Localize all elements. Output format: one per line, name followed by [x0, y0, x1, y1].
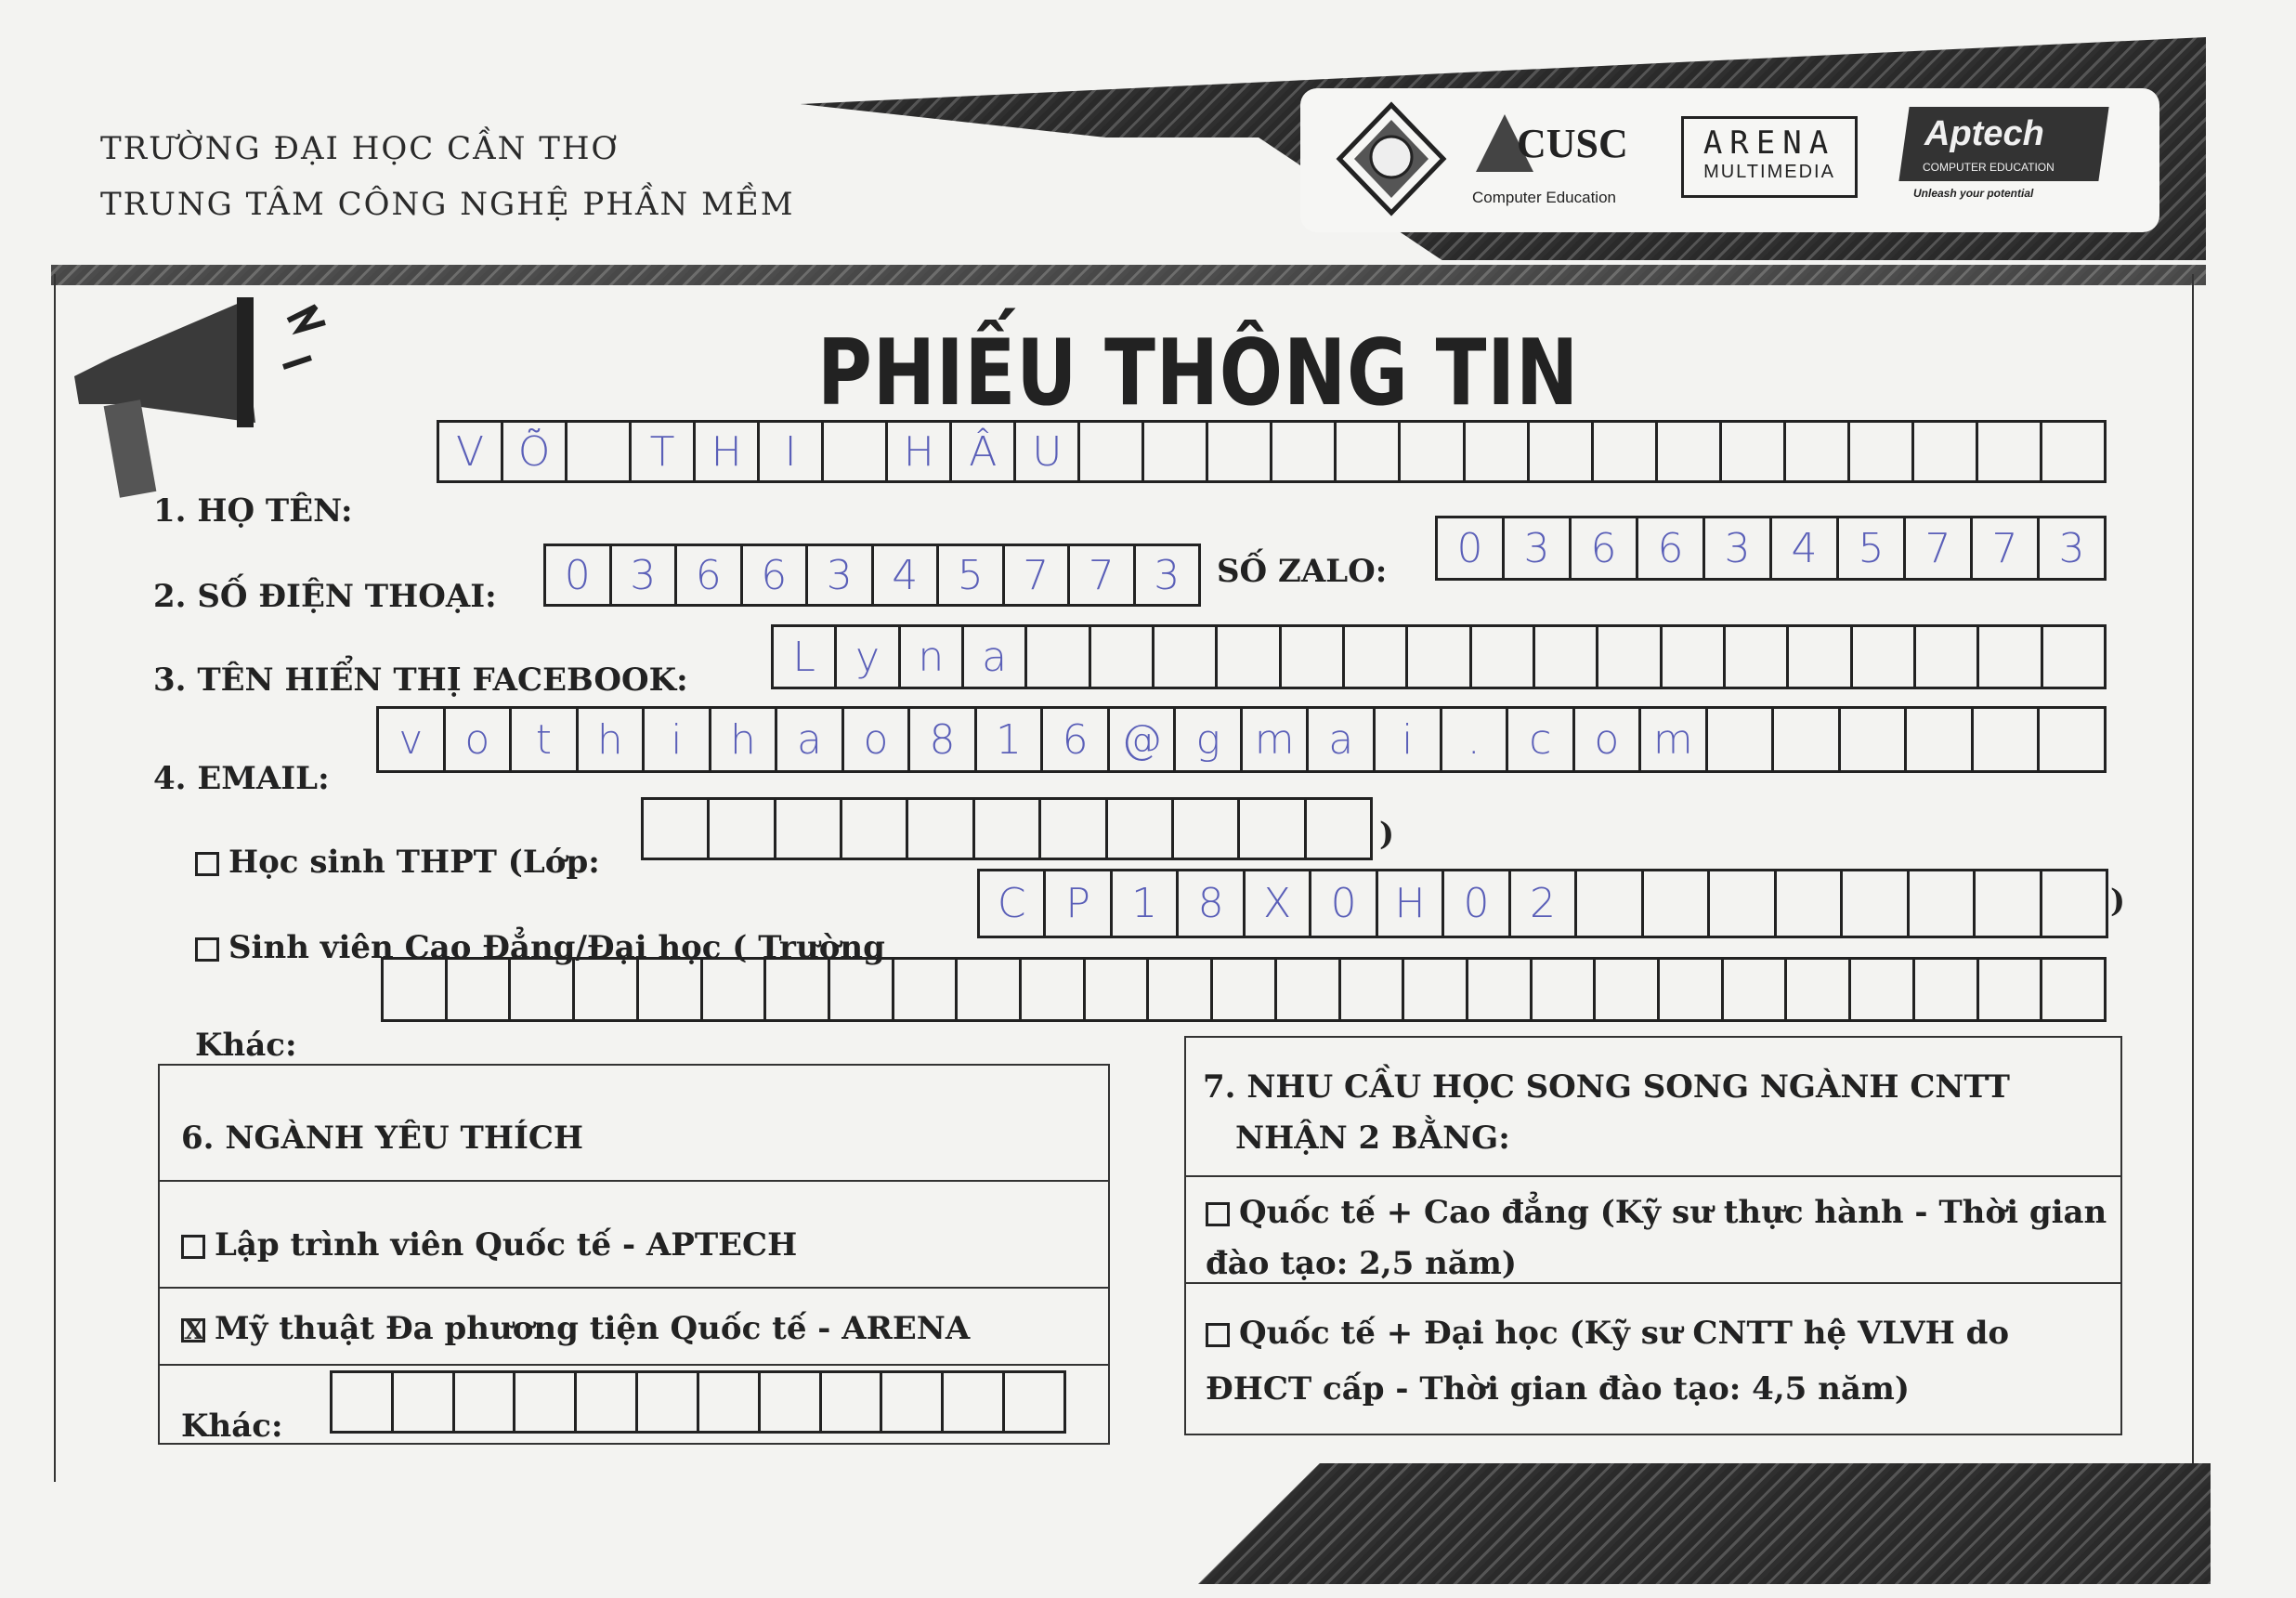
char-box: [1777, 869, 1843, 938]
char-box: [2042, 957, 2107, 1022]
email-input[interactable]: [376, 706, 2107, 773]
center-name: TRUNG TÂM CÔNG NGHỆ PHẦN MỀM: [100, 186, 795, 223]
char-box: [1916, 624, 1979, 689]
char-box: 1: [977, 706, 1044, 773]
char-box: Â: [952, 420, 1016, 483]
char-box: [1710, 869, 1776, 938]
char-box: 0: [1444, 869, 1510, 938]
student-label: Học sinh THPT (Lớp:: [228, 844, 600, 881]
cusc-subtitle: Computer Education: [1472, 189, 1616, 206]
char-box: V: [439, 420, 503, 483]
char-box: [958, 957, 1022, 1022]
facebook-label: 3. TÊN HIỂN THỊ FACEBOOK:: [153, 661, 688, 699]
char-box: [1726, 624, 1789, 689]
char-box: [1979, 624, 2042, 689]
college-close-paren: ): [2110, 883, 2126, 920]
cusc-logo: [1472, 107, 1639, 218]
aptech-subtitle: COMPUTER EDUCATION: [1923, 161, 2055, 174]
char-box: o: [1575, 706, 1642, 773]
char-box: [710, 797, 776, 860]
char-box: c: [1508, 706, 1575, 773]
cusc-wordmark: CUSC: [1517, 121, 1628, 166]
char-box: [1272, 420, 1337, 483]
char-box: [1086, 957, 1150, 1022]
char-box: [944, 1370, 1005, 1434]
char-box: .: [1442, 706, 1509, 773]
char-box: 7: [1005, 544, 1071, 607]
school-name: TRƯỜNG ĐẠI HỌC CẦN THƠ: [100, 130, 620, 167]
char-box: [577, 1370, 638, 1434]
char-box: [1787, 957, 1851, 1022]
char-box: 3: [808, 544, 874, 607]
char-box: [975, 797, 1041, 860]
char-box: [1853, 624, 1916, 689]
aptech-logo: [1904, 107, 2108, 218]
char-box: [1218, 624, 1281, 689]
megaphone-icon: [56, 293, 334, 525]
char-box: [1644, 869, 1710, 938]
char-box: [1598, 624, 1662, 689]
char-box: 6: [1638, 516, 1705, 581]
college-label: Sinh viên Cao Đẳng/Đại học ( Trường: [228, 929, 885, 966]
char-box: [1660, 957, 1724, 1022]
section6-option-arena[interactable]: [181, 1310, 970, 1347]
char-box: i: [1376, 706, 1442, 773]
char-box: 4: [874, 544, 940, 607]
char-box: 8: [1179, 869, 1245, 938]
name-input[interactable]: [437, 420, 2107, 483]
char-box: [1658, 420, 1722, 483]
page-title: PHIẾU THÔNG TIN: [817, 321, 1580, 426]
char-box: [1979, 957, 2043, 1022]
char-box: @: [1110, 706, 1177, 773]
char-box: H: [888, 420, 952, 483]
char-box: [1535, 624, 1598, 689]
arena-option-label: Mỹ thuật Đa phương tiện Quốc tế - ARENA: [215, 1310, 971, 1347]
char-box: [824, 420, 888, 483]
char-box: [1408, 624, 1471, 689]
arena-checkbox[interactable]: X: [181, 1318, 205, 1343]
char-box: v: [379, 706, 446, 773]
char-box: [1005, 1370, 1066, 1434]
section6-title: 6. NGÀNH YÊU THÍCH: [181, 1120, 584, 1157]
arena-subtitle: MULTIMEDIA: [1703, 162, 1835, 182]
char-box: [703, 957, 767, 1022]
section6-other-label: Khác:: [181, 1408, 283, 1445]
char-box: [1108, 797, 1174, 860]
char-box: [384, 957, 448, 1022]
char-box: [1277, 957, 1341, 1022]
section6-divider: [158, 1287, 1110, 1289]
char-box: [1976, 869, 2042, 938]
char-box: [1530, 420, 1594, 483]
char-box: [1307, 797, 1373, 860]
char-box: H: [1378, 869, 1444, 938]
char-box: a: [1309, 706, 1376, 773]
char-box: [1208, 420, 1272, 483]
char-box: Õ: [503, 420, 567, 483]
char-box: [1213, 957, 1277, 1022]
section7-option-university-line2: ĐHCT cấp - Thời gian đào tạo: 4,5 năm): [1206, 1370, 1910, 1408]
char-box: [1404, 957, 1468, 1022]
char-box: [1786, 420, 1850, 483]
char-box: [2040, 706, 2107, 773]
char-box: [638, 1370, 699, 1434]
section6-other-input[interactable]: [330, 1370, 1066, 1434]
char-box: 3: [2040, 516, 2107, 581]
university-degree-line1: Quốc tế + Đại học (Kỹ sư CNTT hệ VLVH do: [1239, 1315, 2010, 1352]
footer-banner: [1198, 1463, 2211, 1584]
char-box: [1915, 957, 1979, 1022]
char-box: [455, 1370, 516, 1434]
char-box: [1708, 706, 1775, 773]
char-box: o: [446, 706, 513, 773]
char-box: [776, 797, 842, 860]
char-box: T: [632, 420, 696, 483]
char-box: [575, 957, 639, 1022]
char-box: [1722, 420, 1786, 483]
char-box: [1401, 420, 1465, 483]
char-box: [1910, 869, 1976, 938]
student-checkbox[interactable]: [195, 852, 219, 876]
char-box: 6: [1572, 516, 1638, 581]
college-degree-checkbox[interactable]: [1206, 1202, 1230, 1226]
char-box: [761, 1370, 822, 1434]
char-box: L: [774, 624, 837, 689]
char-box: [1978, 420, 2042, 483]
char-box: 0: [1438, 516, 1505, 581]
char-box: [394, 1370, 455, 1434]
char-box: 5: [1839, 516, 1906, 581]
section7-divider: [1184, 1175, 2122, 1177]
char-box: [1155, 624, 1218, 689]
college-checkbox[interactable]: [195, 937, 219, 962]
char-box: [567, 420, 632, 483]
char-box: [1774, 706, 1841, 773]
char-box: P: [1046, 869, 1112, 938]
char-box: a: [964, 624, 1027, 689]
char-box: y: [837, 624, 900, 689]
char-box: 3: [1136, 544, 1202, 607]
char-box: g: [1176, 706, 1243, 773]
char-box: [2043, 624, 2107, 689]
arena-logo: [1681, 116, 1858, 198]
email-label: 4. EMAIL:: [153, 760, 330, 797]
char-box: 8: [910, 706, 977, 773]
ctu-logo: [1336, 101, 1447, 217]
char-box: m: [1243, 706, 1310, 773]
char-box: a: [777, 706, 844, 773]
char-box: [1468, 957, 1533, 1022]
char-box: [1144, 420, 1208, 483]
section6-divider: [158, 1364, 1110, 1366]
section7-title-line1: 7. NHU CẦU HỌC SONG SONG NGÀNH CNTT: [1203, 1068, 2010, 1106]
char-box: [448, 957, 512, 1022]
char-box: [1149, 957, 1213, 1022]
char-box: [882, 1370, 944, 1434]
aptech-option-label: Lập trình viên Quốc tế - APTECH: [215, 1226, 798, 1264]
char-box: [1914, 420, 1978, 483]
char-box: [1533, 957, 1597, 1022]
name-label: 1. HỌ TÊN:: [153, 492, 353, 530]
char-box: [1174, 797, 1240, 860]
section6-divider: [158, 1180, 1110, 1182]
char-box: 5: [939, 544, 1005, 607]
aptech-wordmark: Aptech: [1924, 114, 2044, 153]
char-box: U: [1016, 420, 1080, 483]
char-box: [1841, 706, 1908, 773]
char-box: n: [901, 624, 964, 689]
char-box: [699, 1370, 761, 1434]
college-degree-line1: Quốc tế + Cao đẳng (Kỹ sư thực hành - Thời gian: [1239, 1194, 2107, 1231]
char-box: [1337, 420, 1401, 483]
char-box: [1027, 624, 1090, 689]
char-box: H: [696, 420, 760, 483]
char-box: 6: [1043, 706, 1110, 773]
char-box: 7: [1070, 544, 1136, 607]
char-box: [511, 957, 575, 1022]
char-box: h: [711, 706, 778, 773]
char-box: [908, 797, 974, 860]
aptech-checkbox[interactable]: [181, 1235, 205, 1259]
char-box: [1041, 797, 1107, 860]
char-box: [1240, 797, 1306, 860]
college-school-input[interactable]: [977, 869, 2108, 938]
zalo-input[interactable]: [1435, 516, 2107, 581]
char-box: I: [760, 420, 824, 483]
char-box: [1596, 957, 1660, 1022]
char-box: [515, 1370, 577, 1434]
char-box: [1080, 420, 1144, 483]
char-box: [842, 797, 908, 860]
char-box: [1843, 869, 1909, 938]
facebook-input[interactable]: [771, 624, 2107, 689]
section7-option-university[interactable]: [1206, 1315, 2009, 1352]
char-box: [1724, 957, 1788, 1022]
char-box: 1: [1113, 869, 1179, 938]
char-box: 3: [1705, 516, 1772, 581]
other-label: Khác:: [195, 1027, 297, 1064]
section7-title-line2: NHẬN 2 BẰNG:: [1235, 1120, 1510, 1157]
char-box: [1663, 624, 1726, 689]
section6-option-aptech[interactable]: [181, 1226, 797, 1264]
char-box: 3: [612, 544, 678, 607]
char-box: [2042, 869, 2108, 938]
char-box: [333, 1370, 394, 1434]
section7-option-college-line2: đào tạo: 2,5 năm): [1206, 1245, 1517, 1282]
char-box: [1472, 624, 1535, 689]
char-box: [894, 957, 959, 1022]
char-box: [1466, 420, 1530, 483]
char-box: 0: [1311, 869, 1377, 938]
char-box: [1907, 706, 1974, 773]
char-box: [1341, 957, 1405, 1022]
section7-divider: [1184, 1282, 2122, 1284]
char-box: [639, 957, 703, 1022]
char-box: i: [645, 706, 711, 773]
student-class-input[interactable]: [641, 797, 1373, 860]
other-input[interactable]: [381, 957, 2107, 1022]
char-box: [1594, 420, 1658, 483]
char-box: m: [1641, 706, 1708, 773]
student-option[interactable]: [195, 844, 600, 881]
char-box: X: [1246, 869, 1311, 938]
char-box: [822, 1370, 883, 1434]
char-box: [1577, 869, 1643, 938]
char-box: [1974, 706, 2041, 773]
char-box: 2: [1511, 869, 1577, 938]
char-box: 0: [546, 544, 612, 607]
char-box: t: [512, 706, 579, 773]
char-box: [1789, 624, 1852, 689]
char-box: [2042, 420, 2107, 483]
char-box: 3: [1505, 516, 1572, 581]
zalo-label: SỐ ZALO:: [1217, 553, 1388, 590]
char-box: 4: [1772, 516, 1839, 581]
char-box: 6: [677, 544, 743, 607]
char-box: 7: [1906, 516, 1973, 581]
char-box: [1282, 624, 1345, 689]
char-box: [1850, 420, 1914, 483]
char-box: [830, 957, 894, 1022]
char-box: 7: [1973, 516, 2040, 581]
char-box: h: [579, 706, 646, 773]
char-box: [1345, 624, 1408, 689]
logo-panel: [1300, 88, 2159, 232]
phone-input[interactable]: [543, 544, 1201, 607]
university-degree-checkbox[interactable]: [1206, 1323, 1230, 1347]
char-box: 6: [743, 544, 809, 607]
arena-wordmark: ARENA: [1702, 124, 1836, 162]
phone-label: 2. SỐ ĐIỆN THOẠI:: [153, 578, 497, 615]
char-box: [1851, 957, 1915, 1022]
char-box: o: [844, 706, 911, 773]
char-box: [1022, 957, 1086, 1022]
student-close-paren: ): [1379, 816, 1395, 853]
section7-option-college[interactable]: [1206, 1194, 2107, 1231]
char-box: C: [980, 869, 1046, 938]
char-box: [766, 957, 830, 1022]
char-box: [644, 797, 710, 860]
aptech-tagline: Unleash your potential: [1913, 187, 2034, 200]
char-box: [1091, 624, 1155, 689]
